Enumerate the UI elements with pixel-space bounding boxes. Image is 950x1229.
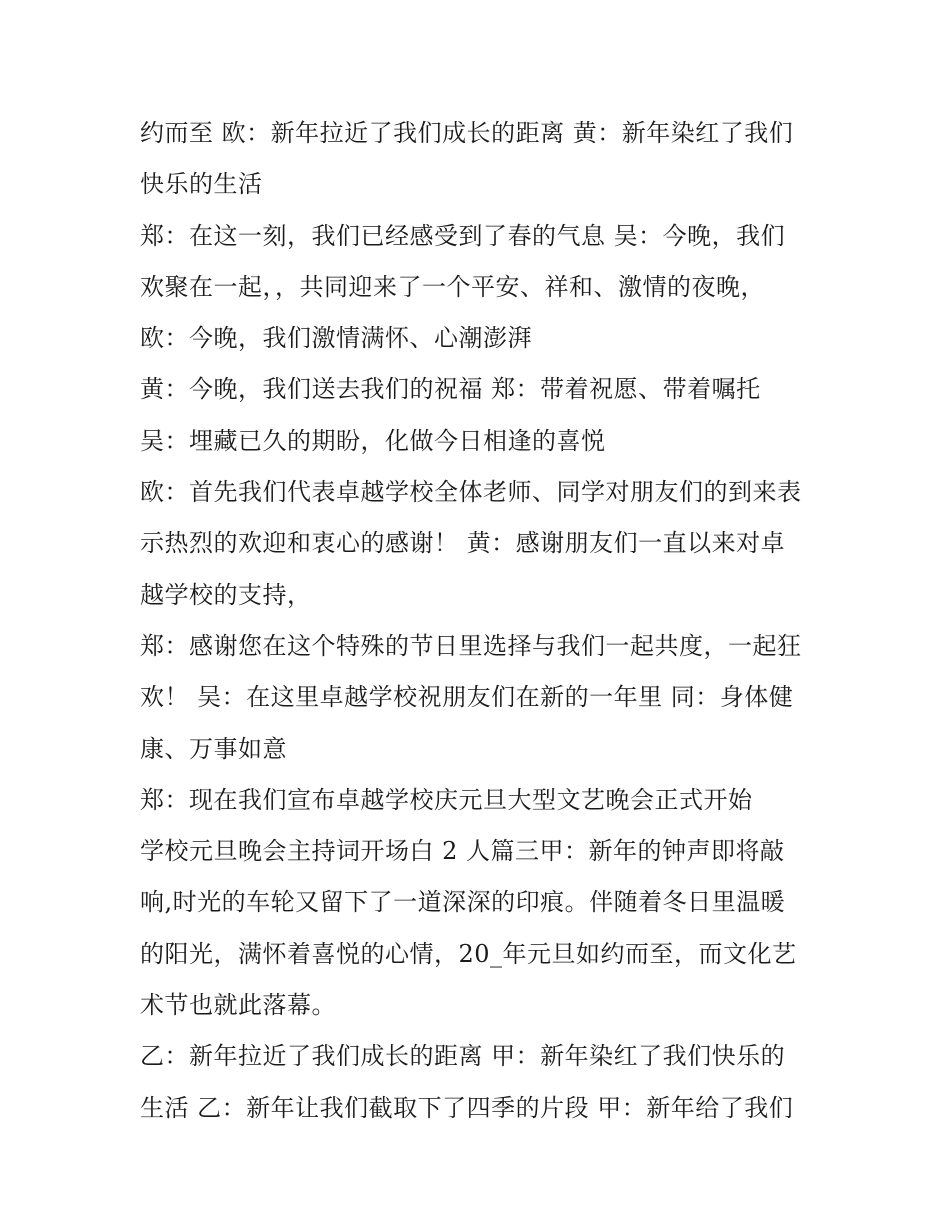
text-line-8: 欧：首先我们代表卓越学校全体老师、同学对朋友们的到来表 bbox=[140, 478, 802, 507]
text-line-18: 术节也就此落幕。 bbox=[140, 991, 336, 1020]
text-line-16: 响,时光的车轮又留下了一道深深的印痕。伴随着冬日里温暖 bbox=[140, 888, 786, 917]
text-line-7: 吴：埋藏已久的期盼，化做今日相逢的喜悦 bbox=[140, 426, 606, 455]
text-line-17: 的阳光，满怀着喜悦的心情，20_年元旦如约而至，而文化艺 bbox=[140, 939, 797, 968]
text-line-14: 郑：现在我们宣布卓越学校庆元旦大型文艺晚会正式开始 bbox=[140, 785, 753, 814]
text-line-13: 康、万事如意 bbox=[140, 734, 287, 763]
text-line-12: 欢！ 吴：在这里卓越学校祝朋友们在新的一年里 同：身体健 bbox=[140, 683, 794, 712]
text-line-2: 快乐的生活 bbox=[140, 170, 263, 199]
text-line-6: 黄：今晚，我们送去我们的祝福 郑：带着祝愿、带着嘱托 bbox=[140, 375, 761, 404]
text-line-15: 学校元旦晚会主持词开场白 2 人篇三甲：新年的钟声即将敲 bbox=[140, 837, 785, 866]
text-line-4: 欢聚在一起，，共同迎来了一个平安、祥和、激情的夜晚， bbox=[140, 272, 765, 301]
text-line-3: 郑：在这一刻，我们已经感受到了春的气息 吴：今晚，我们 bbox=[140, 221, 786, 250]
text-line-19: 乙：新年拉近了我们成长的距离 甲：新年染红了我们快乐的 bbox=[140, 1042, 786, 1071]
text-line-1: 约而至 欧：新年拉近了我们成长的距离 黄：新年染红了我们 bbox=[140, 119, 794, 147]
text-line-20: 生活 乙：新年让我们截取下了四季的片段 甲：新年给了我们 bbox=[140, 1093, 794, 1122]
text-line-11: 郑：感谢您在这个特殊的节日里选择与我们一起共度，一起狂 bbox=[140, 631, 802, 660]
document-body bbox=[140, 108, 820, 1134]
text-line-10: 越学校的支持， bbox=[140, 580, 312, 609]
text-line-5: 欧：今晚，我们激情满怀、心潮澎湃 bbox=[140, 324, 532, 353]
text-line-9: 示热烈的欢迎和衷心的感谢！ 黄：感谢朋友们一直以来对卓 bbox=[140, 529, 786, 558]
